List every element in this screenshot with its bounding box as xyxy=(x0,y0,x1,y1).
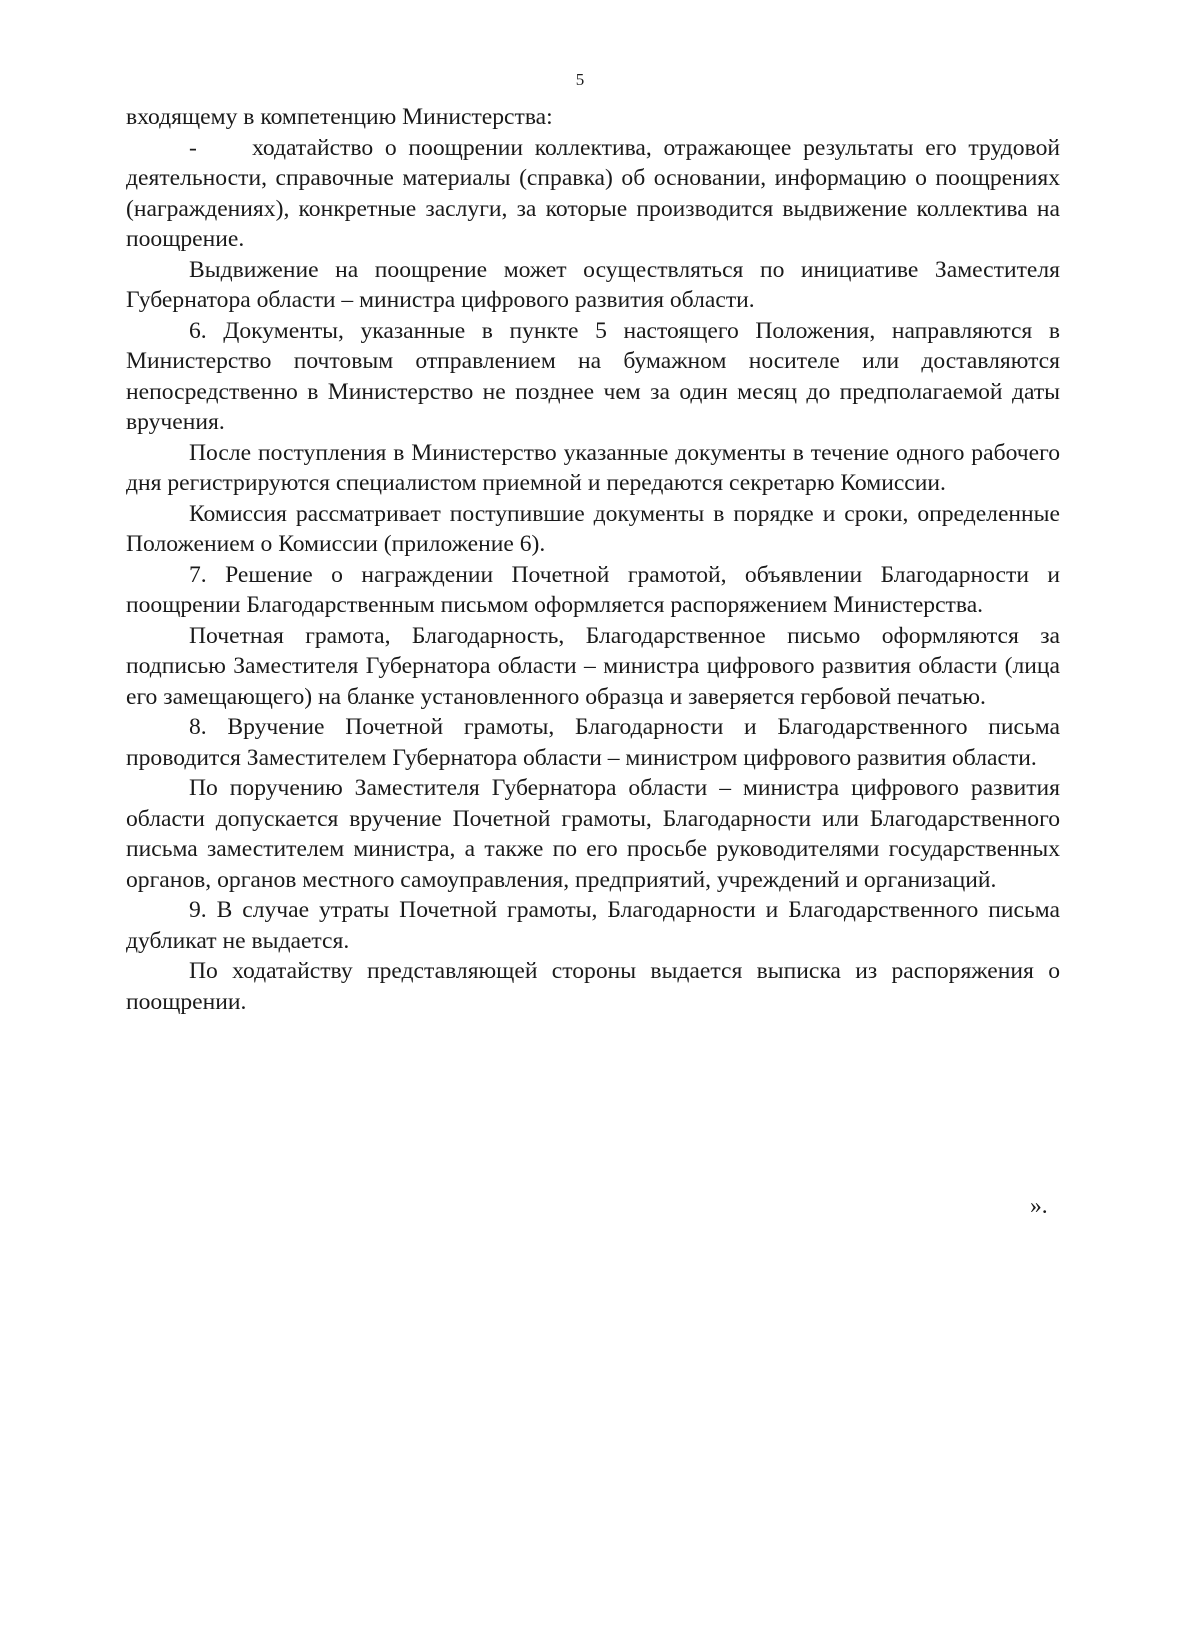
paragraph: 7. Решение о награждении Почетной грамотой, объявлении Благодарности и поощрении Благодарственным письмом оформляется распоряжением Министерства. xyxy=(126,561,1060,618)
paragraph: 9. В случае утраты Почетной грамоты, Благодарности и Благодарственного письма дубликат не выдается. xyxy=(126,897,1060,954)
document-body xyxy=(126,102,1060,1017)
closing-quote-mark: ». xyxy=(1030,1193,1048,1219)
paragraph: входящему в компетенцию Министерства: xyxy=(126,104,553,130)
paragraph: После поступления в Министерство указанные документы в течение одного рабочего дня регистрируются специалистом приемной и передаются секретарю Комиссии. xyxy=(126,439,1060,496)
paragraph: По поручению Заместителя Губернатора области – министра цифрового развития области допускается вручение Почетной грамоты, Благодарности или Благодарственного письма заместителем министра, а также по его просьбе руководителями государственных органов, органов местного самоуправления, предприятий, учреждений и организаций. xyxy=(126,775,1060,893)
paragraph: По ходатайству представляющей стороны выдается выписка из распоряжения о поощрении. xyxy=(126,958,1060,1015)
bullet-text: ходатайство о поощрении коллектива, отражающее результаты его трудовой деятельности, справочные материалы (справка) об основании, информацию о поощрениях (награждениях), конкретные заслуги, за которые производится выдвижение коллектива на поощрение. xyxy=(126,134,1060,252)
paragraph: 8. Вручение Почетной грамоты, Благодарности и Благодарственного письма проводится Заместителем Губернатора области – министром цифрового развития области. xyxy=(126,714,1060,771)
paragraph: Почетная грамота, Благодарность, Благодарственное письмо оформляются за подписью Заместителя Губернатора области – министра цифрового развития области (лица его замещающего) на бланке установленного образца и заверяется гербовой печатью. xyxy=(126,622,1060,710)
bullet-dash: - xyxy=(189,134,197,161)
paragraph: 6. Документы, указанные в пункте 5 настоящего Положения, направляются в Министерство почтовым отправлением на бумажном носителе или доставляются непосредственно в Министерство не позднее чем за один месяц до предполагаемой даты вручения. xyxy=(126,317,1060,435)
paragraph: Комиссия рассматривает поступившие документы в порядке и сроки, определенные Положением о Комиссии (приложение 6). xyxy=(126,500,1060,557)
paragraph: Выдвижение на поощрение может осуществляться по инициативе Заместителя Губернатора области – министра цифрового развития области. xyxy=(126,256,1060,313)
page-number: 5 xyxy=(575,70,585,89)
bullet-paragraph xyxy=(126,133,1060,255)
